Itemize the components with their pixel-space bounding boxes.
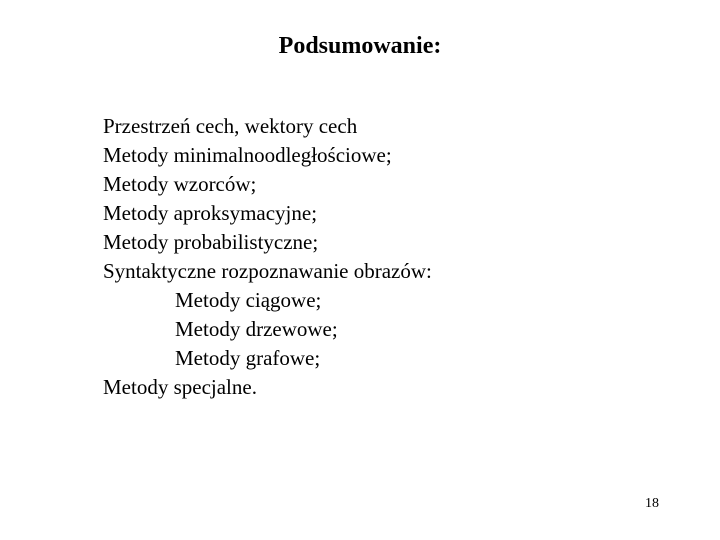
list-item: Przestrzeń cech, wektory cech [103, 114, 358, 138]
page-number: 18 [645, 496, 659, 511]
sub-list-item: Metody grafowe; [175, 346, 321, 370]
sub-list-item: Metody ciągowe; [175, 288, 322, 312]
list-item: Metody wzorców; [103, 172, 257, 196]
slide-title: Podsumowanie: [278, 33, 442, 59]
summary-list [103, 112, 432, 402]
list-item: Metody specjalne. [103, 375, 257, 399]
list-item: Metody minimalnoodległościowe; [103, 143, 392, 167]
list-item: Metody aproksymacyjne; [103, 201, 318, 225]
sub-list-item: Metody drzewowe; [175, 317, 338, 341]
list-item: Metody probabilistyczne; [103, 230, 319, 254]
list-item: Syntaktyczne rozpoznawanie obrazów: [103, 259, 432, 283]
